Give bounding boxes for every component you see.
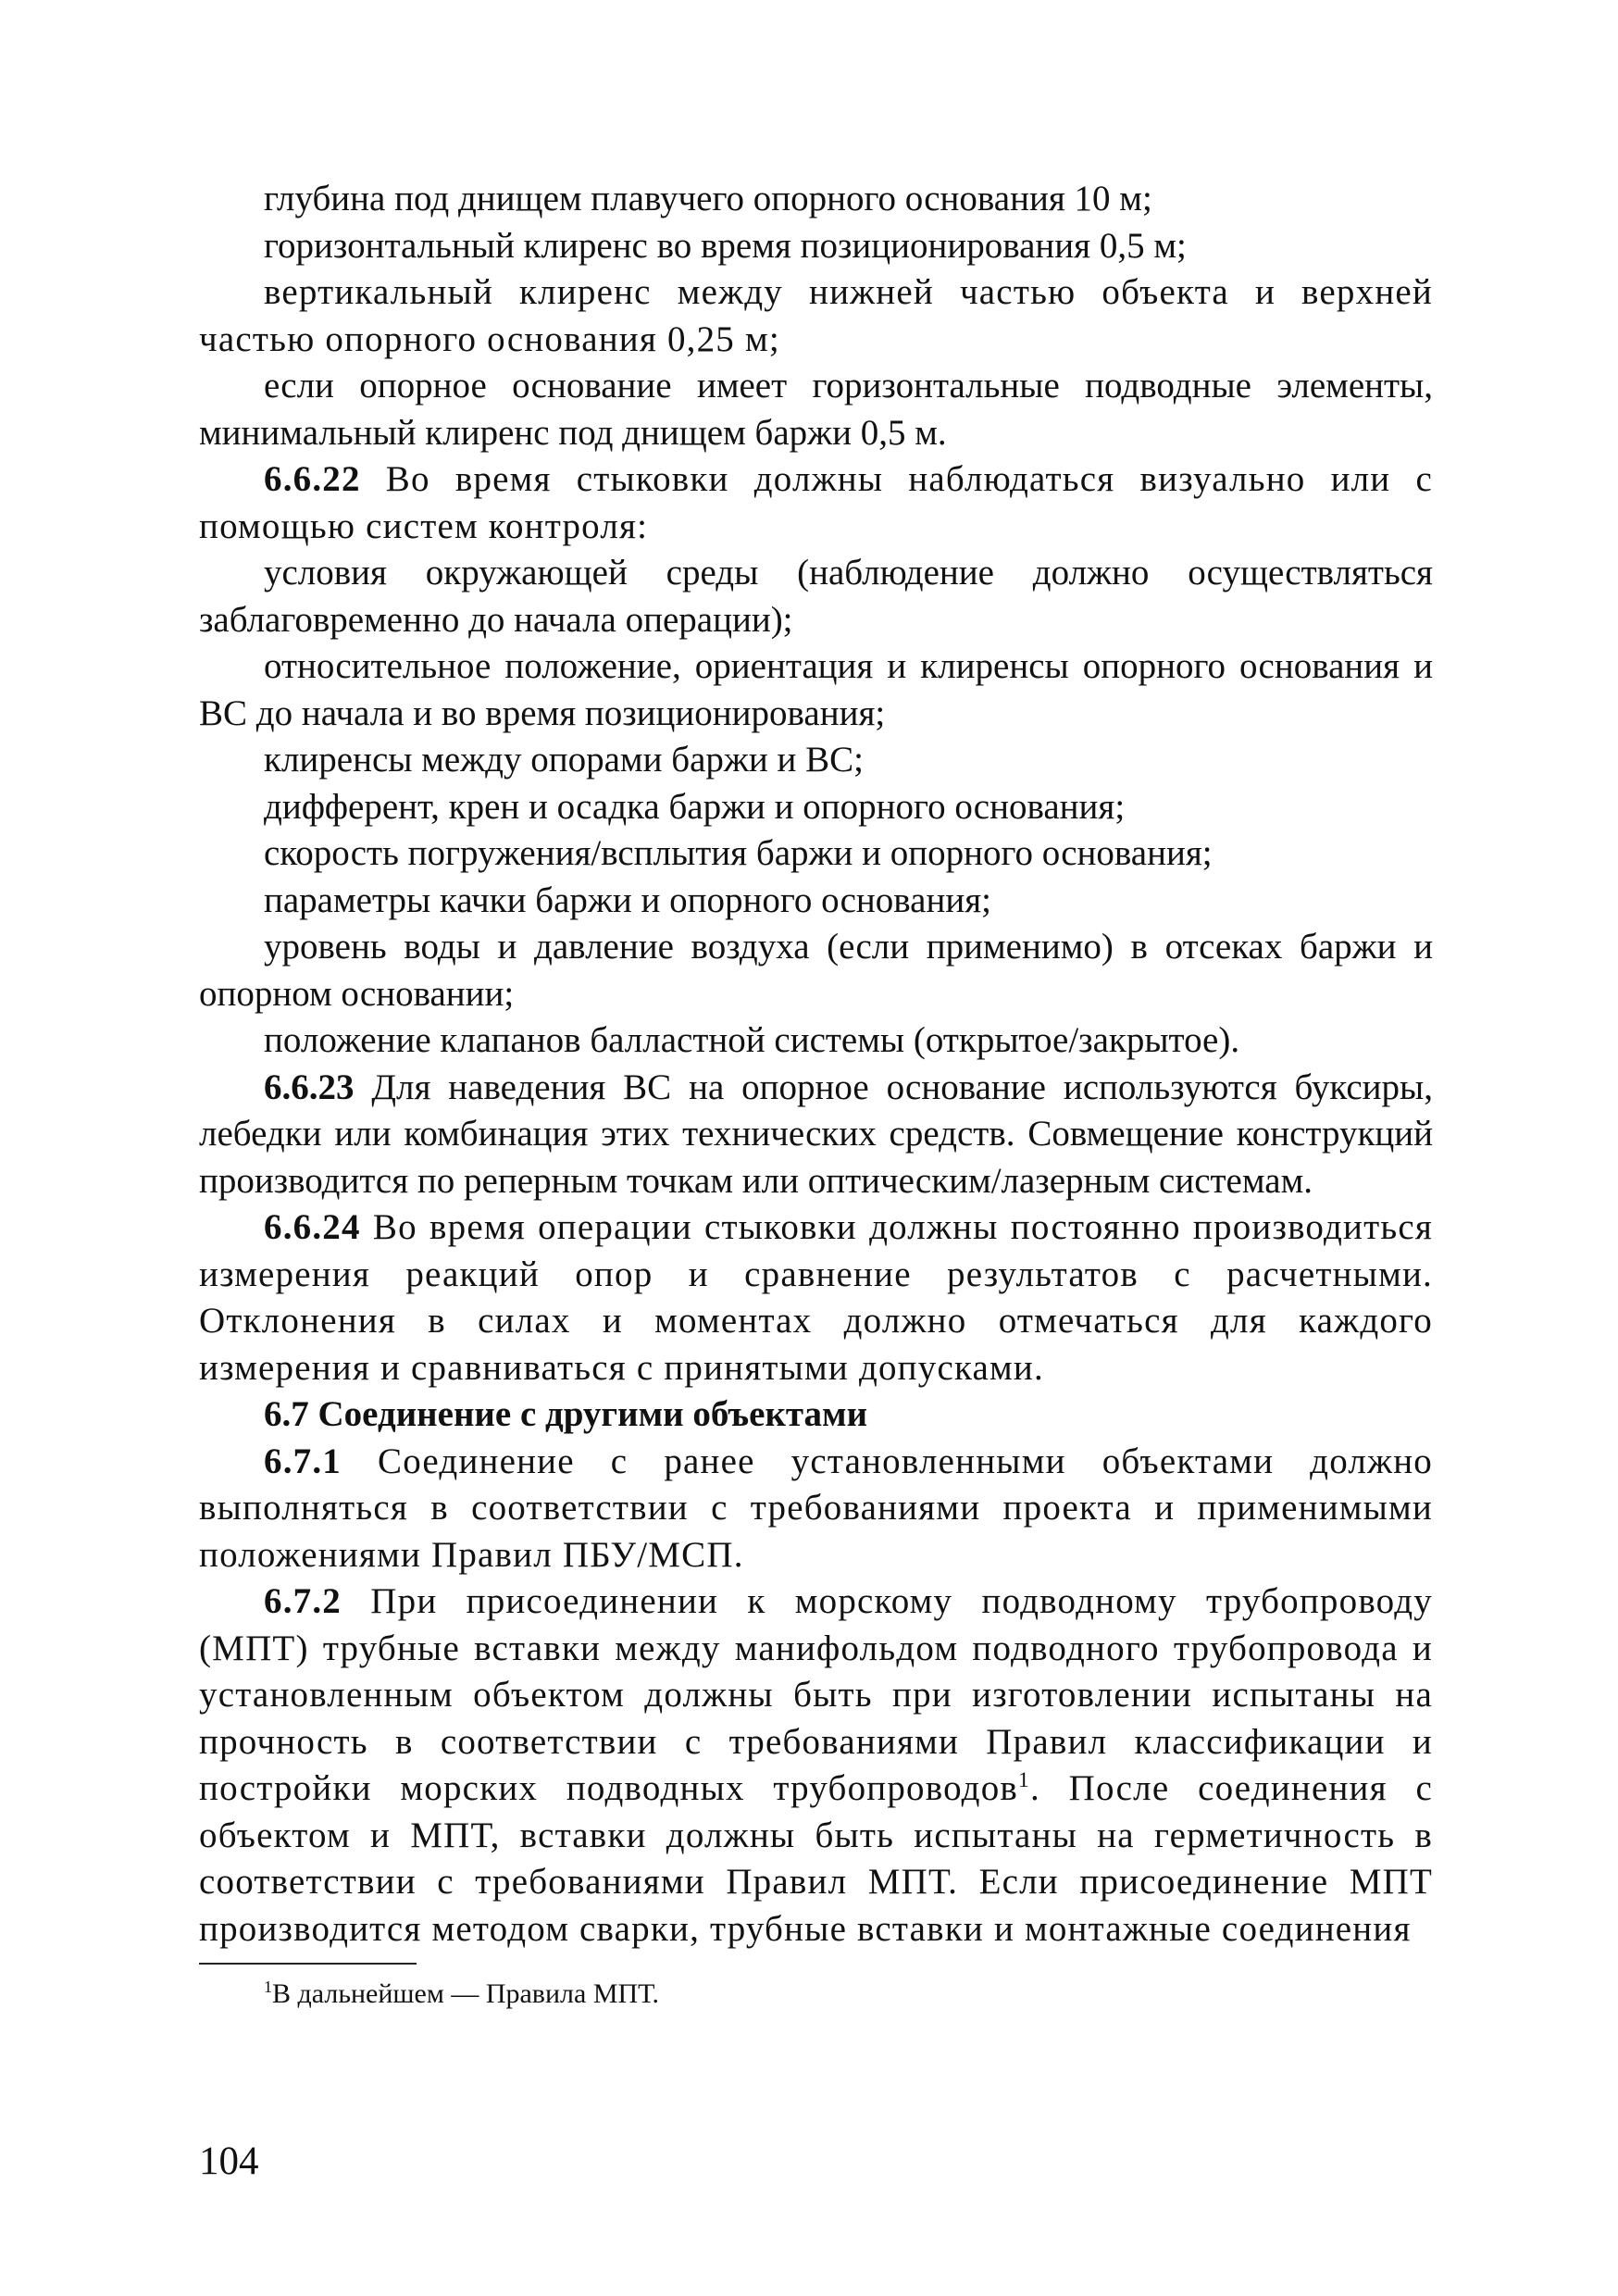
footnote-text: В дальнейшем — Правила МПТ. — [272, 1978, 659, 2009]
paragraph: условия окружающей среды (наблюдение должно осуществляться заблаговременно до начала операции); — [199, 553, 1433, 640]
paragraph: положение клапанов балластной системы (открытое/закрытое). — [264, 1020, 1240, 1060]
paragraph: относительное положение, ориентация и клиренсы опорного основания и ВС до начала и во время позиционирования; — [199, 646, 1433, 733]
footnote-reference: 1 — [1018, 1768, 1030, 1792]
paragraph: уровень воды и давление воздуха (если применимо) в отсеках баржи и опорном основании; — [199, 927, 1433, 1014]
paragraph: глубина под днищем плавучего опорного основания 10 м; — [264, 179, 1152, 218]
page-number: 104 — [199, 2140, 259, 2183]
paragraph: параметры качки баржи и опорного основания; — [264, 880, 991, 920]
section-6-6-23 — [199, 1065, 1433, 1205]
paragraph: горизонтальный клиренс во время позиционирования 0,5 м; — [264, 225, 1187, 266]
paragraph: дифферент, крен и осадка баржи и опорного основания; — [264, 786, 1126, 827]
footnote-separator — [199, 1963, 417, 1965]
section-number: 6.6.24 — [264, 1207, 361, 1247]
paragraph: если опорное основание имеет горизонтальные подводные элементы, минимальный клиренс под днищем баржи 0,5 м. — [199, 366, 1433, 453]
section-number: 6.7.1 — [264, 1441, 342, 1481]
section-6-7-2 — [199, 1578, 1433, 1953]
section-text: Для наведения ВС на опорное основание используются буксиры, лебедки или комбинация этих технических средств. Совмещение конструкций производится по реперным точкам или оптическим/лазерным системам. — [199, 1067, 1433, 1201]
section-text-continued: . После соединения с объектом и МПТ, вставки должны быть испытаны на герметичность в соответствии с требованиями Правил МПТ. Если присоединение МПТ производится методом сварки, трубные вставки и монтажные соединения — [199, 1768, 1434, 1949]
footnote-marker: 1 — [264, 1978, 272, 1996]
section-number: 6.7.2 — [264, 1581, 342, 1621]
paragraph: скорость погружения/всплытия баржи и опорного основания; — [264, 833, 1213, 873]
section-text: Во время операции стыковки должны постоянно производиться измерения реакций опор и сравнение результатов с расчетными. Отклонения в силах и моментах должно отмечаться для каждого измерения и сравниваться с принятыми допусками. — [199, 1207, 1433, 1388]
body-text — [199, 176, 1433, 1953]
footnote — [264, 1976, 659, 2013]
section-text: При присоединении к морскому подводному трубопроводу (МПТ) трубные вставки между манифольдом подводного трубопровода и установленным объектом должны быть при изготовлении испытаны на прочность в соответствии с требованиями Правил классификации и постройки морских подводных трубопроводов — [199, 1581, 1433, 1808]
section-6-6-24 — [199, 1204, 1433, 1391]
section-6-7-1 — [199, 1439, 1433, 1579]
paragraph: клиренсы между опорами баржи и ВС; — [264, 740, 864, 780]
section-text: Во время стыковки должны наблюдаться визуально или с помощью систем контроля: — [199, 459, 1433, 546]
section-text: Соединение с ранее установленными объектами должно выполняться в соответствии с требованиями проекта и применимыми положениями Правил ПБУ/МСП. — [199, 1441, 1433, 1575]
section-number: 6.6.22 — [264, 459, 361, 499]
section-6-6-22 — [199, 456, 1433, 550]
paragraph: вертикальный клиренс между нижней частью объекта и верхней частью опорного основания 0,25 м; — [199, 272, 1433, 359]
section-heading: 6.7 Соединение с другими объектами — [264, 1394, 868, 1434]
section-number: 6.6.23 — [264, 1067, 355, 1107]
